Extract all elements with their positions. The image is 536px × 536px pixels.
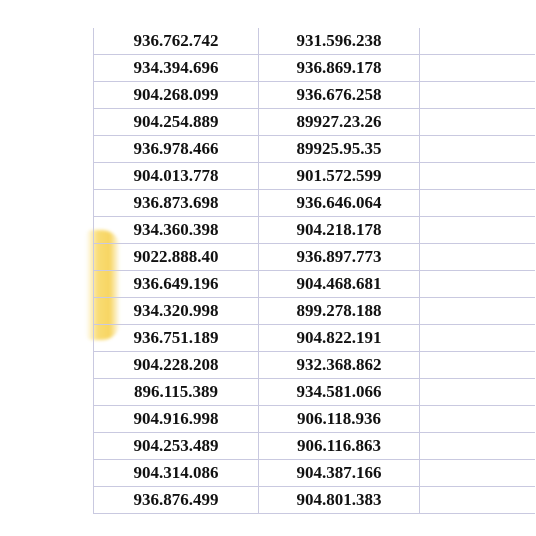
table-cell-col2: 936.869.178 bbox=[259, 55, 420, 82]
table-cell-empty bbox=[420, 136, 536, 163]
table-row bbox=[94, 109, 536, 136]
table-cell-col1: 904.268.099 bbox=[94, 82, 259, 109]
table-cell-col2: 904.801.383 bbox=[259, 487, 420, 514]
table-cell-empty bbox=[420, 271, 536, 298]
table-cell-col2: 936.646.064 bbox=[259, 190, 420, 217]
table-cell-empty bbox=[420, 244, 536, 271]
table-row bbox=[94, 352, 536, 379]
table-cell-col1: 904.916.998 bbox=[94, 406, 259, 433]
table-cell-empty bbox=[420, 487, 536, 514]
table-cell-col2: 89927.23.26 bbox=[259, 109, 420, 136]
table-cell-col2: 899.278.188 bbox=[259, 298, 420, 325]
table-cell-col1: 904.253.489 bbox=[94, 433, 259, 460]
table-row bbox=[94, 460, 536, 487]
table-cell-empty bbox=[420, 82, 536, 109]
table-cell-col1: 936.873.698 bbox=[94, 190, 259, 217]
table-cell-empty bbox=[420, 433, 536, 460]
table-cell-col2: 936.676.258 bbox=[259, 82, 420, 109]
table-row bbox=[94, 379, 536, 406]
table-cell-col1: 896.115.389 bbox=[94, 379, 259, 406]
table-row bbox=[94, 190, 536, 217]
table-cell-col2: 904.822.191 bbox=[259, 325, 420, 352]
table-cell-col1: 904.254.889 bbox=[94, 109, 259, 136]
table-cell-col1: 934.360.398 bbox=[94, 217, 259, 244]
table-cell-empty bbox=[420, 28, 536, 55]
table-cell-col1: 936.876.499 bbox=[94, 487, 259, 514]
table-row bbox=[94, 136, 536, 163]
number-table bbox=[93, 28, 535, 514]
table-row bbox=[94, 244, 536, 271]
table-body bbox=[94, 28, 536, 514]
table-cell-col2: 89925.95.35 bbox=[259, 136, 420, 163]
table-cell-empty bbox=[420, 460, 536, 487]
table-cell-col1: 904.013.778 bbox=[94, 163, 259, 190]
table-cell-empty bbox=[420, 163, 536, 190]
table-row bbox=[94, 406, 536, 433]
table-row bbox=[94, 163, 536, 190]
table-row bbox=[94, 325, 536, 352]
table-row bbox=[94, 217, 536, 244]
table-cell-col2: 932.368.862 bbox=[259, 352, 420, 379]
table-cell-col2: 934.581.066 bbox=[259, 379, 420, 406]
table-row bbox=[94, 55, 536, 82]
table-row bbox=[94, 487, 536, 514]
table-row bbox=[94, 433, 536, 460]
table-cell-col2: 904.218.178 bbox=[259, 217, 420, 244]
table-cell-empty bbox=[420, 217, 536, 244]
table-cell-empty bbox=[420, 109, 536, 136]
table-cell-col1: 904.314.086 bbox=[94, 460, 259, 487]
table-cell-col2: 906.118.936 bbox=[259, 406, 420, 433]
table-cell-col1: 934.320.998 bbox=[94, 298, 259, 325]
table-cell-col1: 936.762.742 bbox=[94, 28, 259, 55]
table-cell-col1: 904.228.208 bbox=[94, 352, 259, 379]
table-cell-col1: 9022.888.40 bbox=[94, 244, 259, 271]
table-row bbox=[94, 82, 536, 109]
table-cell-col2: 906.116.863 bbox=[259, 433, 420, 460]
table-cell-empty bbox=[420, 298, 536, 325]
table-cell-col1: 936.751.189 bbox=[94, 325, 259, 352]
table-row bbox=[94, 271, 536, 298]
table-cell-col2: 931.596.238 bbox=[259, 28, 420, 55]
table-cell-col2: 904.468.681 bbox=[259, 271, 420, 298]
table-cell-col2: 904.387.166 bbox=[259, 460, 420, 487]
table-cell-col1: 934.394.696 bbox=[94, 55, 259, 82]
table-cell-empty bbox=[420, 379, 536, 406]
table-cell-empty bbox=[420, 55, 536, 82]
table-row bbox=[94, 298, 536, 325]
table-row bbox=[94, 28, 536, 55]
table-cell-empty bbox=[420, 190, 536, 217]
table-cell-empty bbox=[420, 406, 536, 433]
table-cell-col2: 936.897.773 bbox=[259, 244, 420, 271]
table-cell-col1: 936.978.466 bbox=[94, 136, 259, 163]
table-cell-empty bbox=[420, 352, 536, 379]
table-cell-col2: 901.572.599 bbox=[259, 163, 420, 190]
table-cell-col1: 936.649.196 bbox=[94, 271, 259, 298]
table-cell-empty bbox=[420, 325, 536, 352]
